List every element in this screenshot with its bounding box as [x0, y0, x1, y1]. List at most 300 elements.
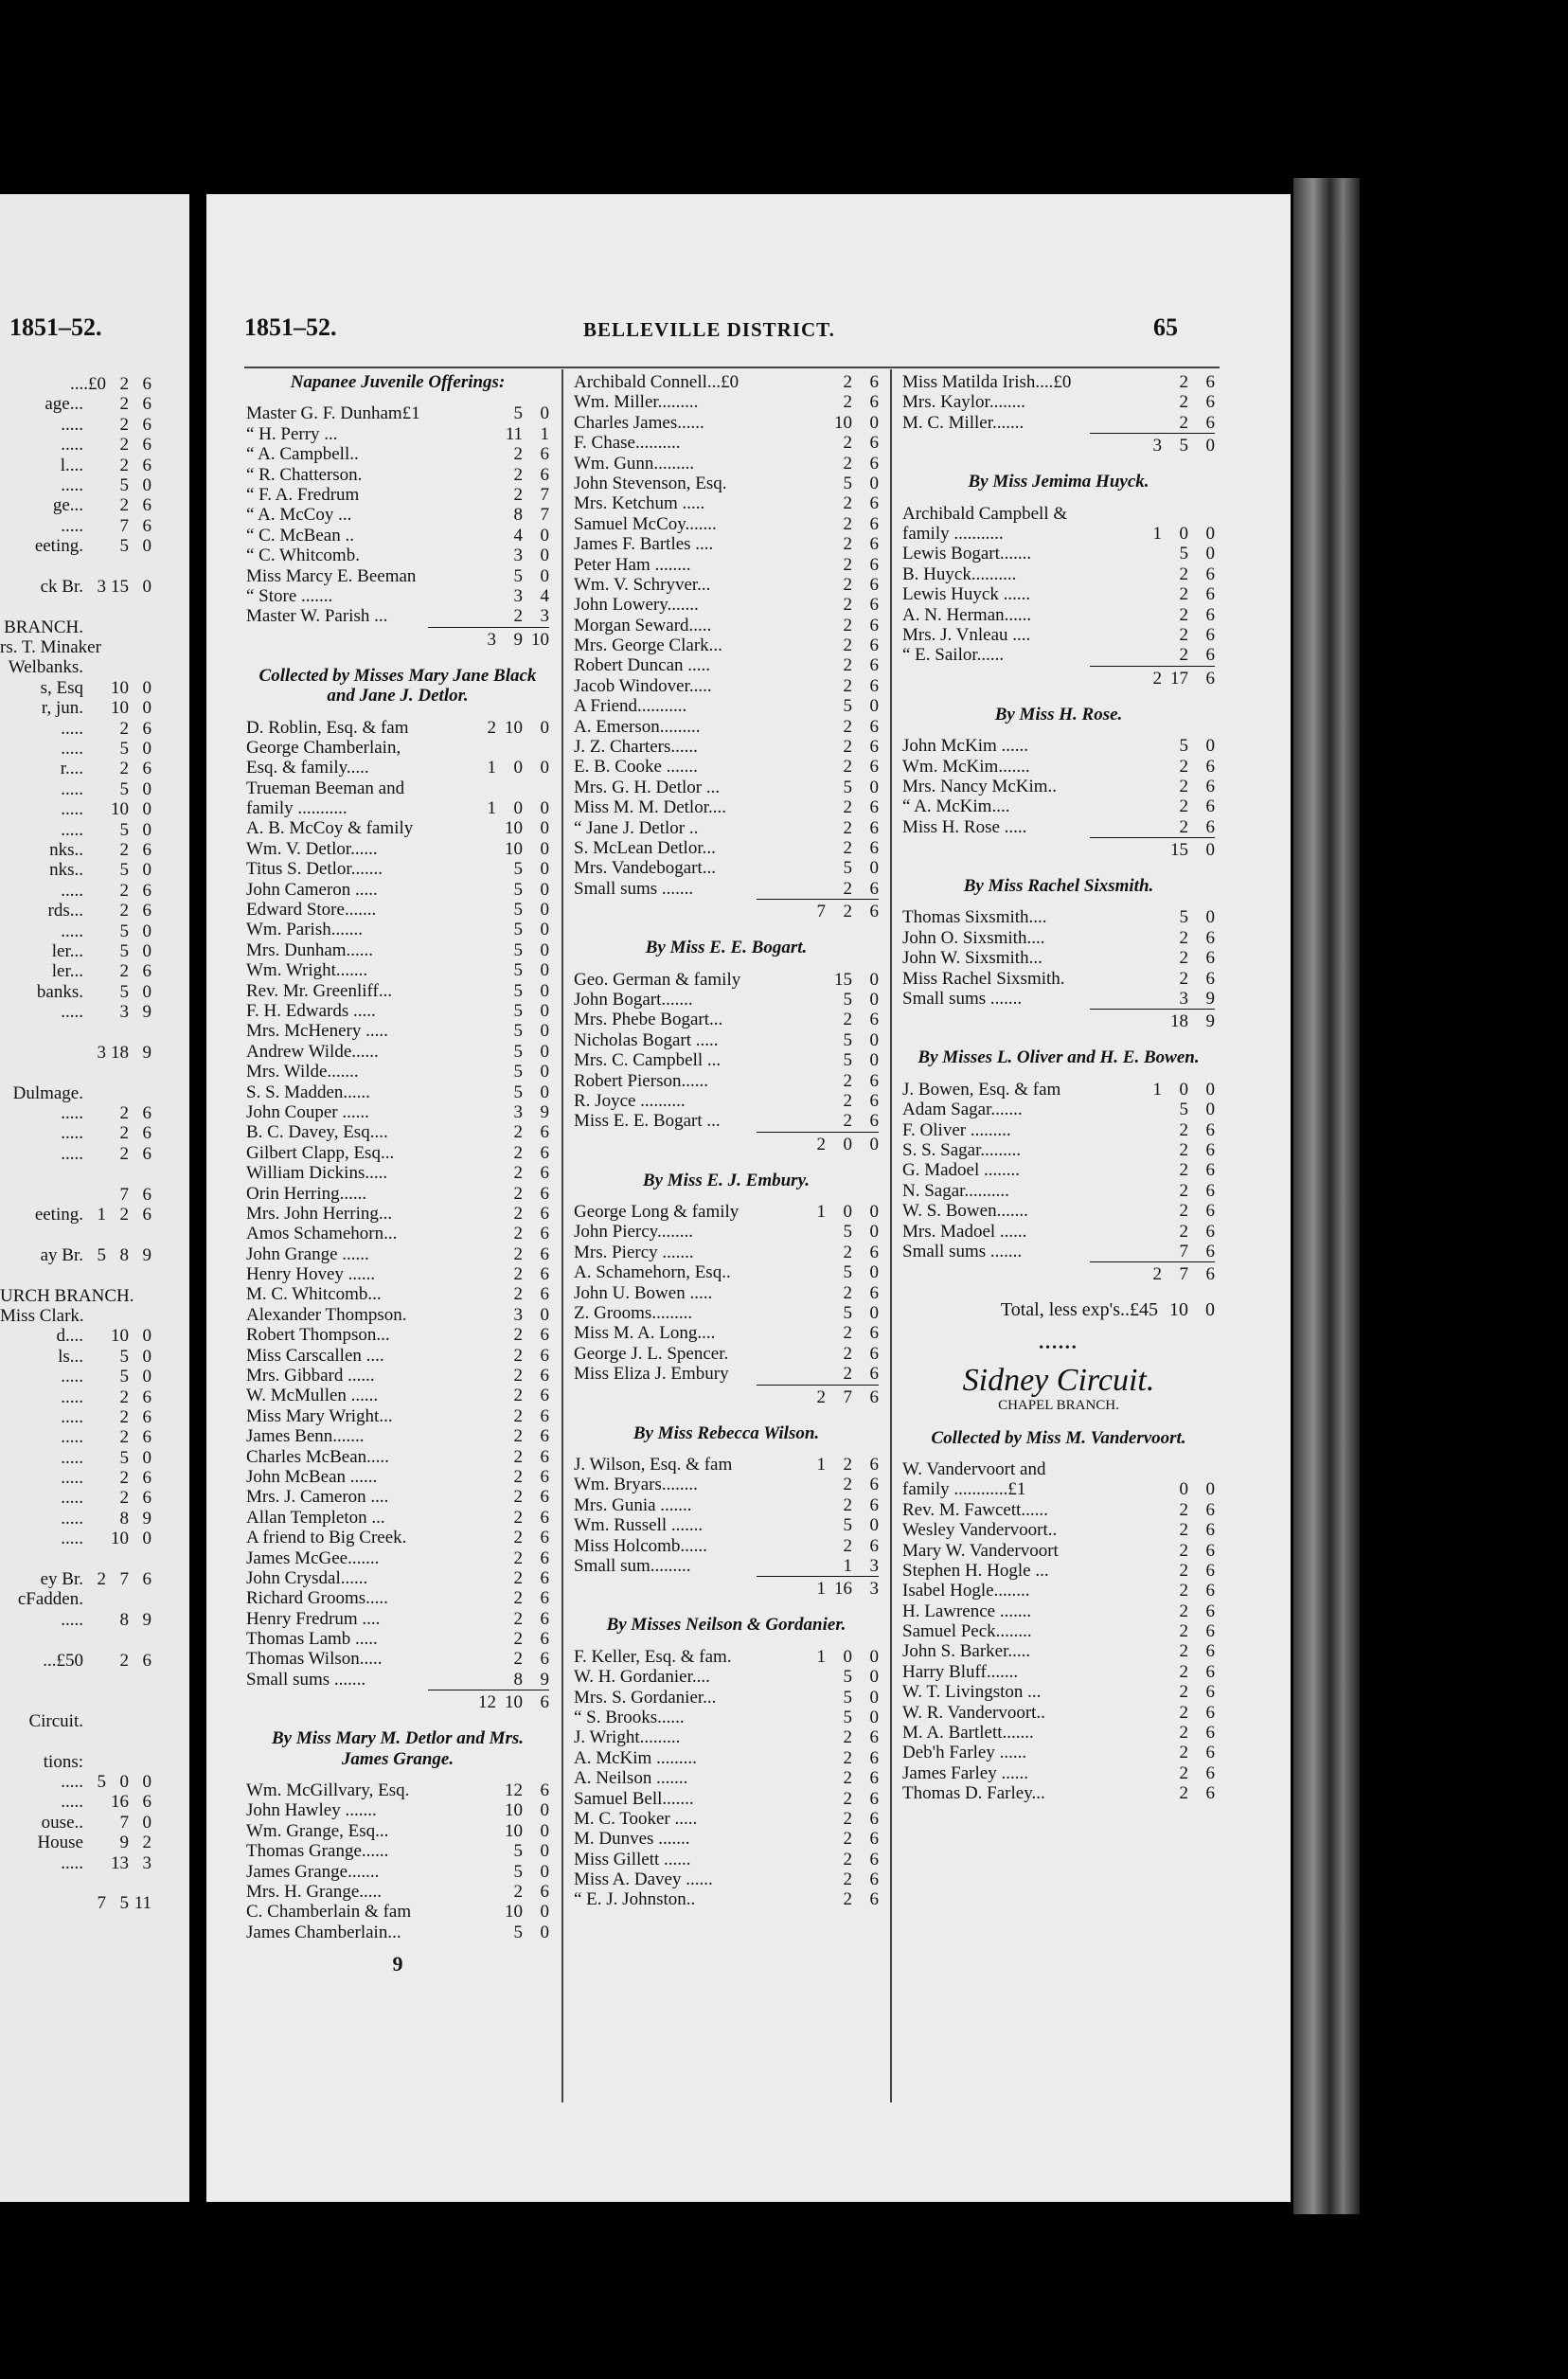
entry-pounds	[470, 940, 496, 960]
left-entry-value	[83, 1326, 106, 1346]
entry-row	[574, 1222, 879, 1242]
entry-pence: 6	[869, 372, 879, 392]
entry-name: John O. Sixsmith....	[902, 927, 1045, 948]
entry-pence: 0	[540, 1800, 549, 1821]
entry-row	[574, 1688, 879, 1708]
entry-shillings: 5	[843, 1029, 852, 1050]
running-head-year: 1851–52.	[244, 313, 337, 341]
entry-pounds	[470, 1406, 496, 1426]
entry-row	[574, 1262, 879, 1282]
entry-row	[574, 635, 879, 655]
entry-pounds	[1135, 645, 1162, 665]
entry-pence: 6	[540, 1608, 549, 1629]
entry-pence: 6	[1205, 1499, 1215, 1520]
entry-pence: 6	[869, 1364, 879, 1385]
entry-pounds	[470, 1346, 496, 1366]
total-value: 6	[1205, 668, 1215, 689]
section-heading: By Miss Mary M. Detlor and Mrs. James Grange.	[271, 1728, 525, 1769]
entry-row	[902, 1160, 1215, 1180]
entry-row	[246, 738, 549, 758]
entry-shillings: 2	[843, 675, 852, 696]
entry-shillings: 2	[843, 1747, 852, 1768]
entry-name: family ...........	[902, 523, 1004, 544]
entry-shillings: 2	[843, 737, 852, 758]
entry-pence: 0	[869, 1303, 879, 1324]
left-entry-value	[83, 1367, 106, 1386]
entry-pounds	[1135, 1520, 1162, 1540]
left-entry-value: 2	[119, 1386, 129, 1407]
left-entry-value	[83, 1529, 106, 1548]
entry-shillings: 2	[843, 1494, 852, 1515]
entry-name: C. Chamberlain & fam	[246, 1902, 412, 1923]
entry-row	[246, 1609, 549, 1629]
left-entry-row	[0, 1123, 151, 1143]
header-rule	[244, 367, 1220, 368]
entry-pence: 6	[869, 817, 879, 838]
entry-row	[902, 1723, 1215, 1743]
entry-pence: 6	[1205, 1762, 1215, 1783]
entry-pence: 6	[869, 1788, 879, 1809]
entry-row	[574, 1647, 879, 1667]
column-3	[902, 372, 1215, 1804]
section-rows	[246, 403, 549, 626]
entry-name: “ S. Brooks......	[574, 1707, 685, 1727]
entry-name: James Farley ......	[902, 1762, 1028, 1783]
entry-row	[574, 1809, 879, 1829]
entry-name: Mrs. Madoel ......	[902, 1221, 1027, 1242]
entry-row	[246, 718, 549, 738]
entry-name: Mrs. Nancy McKim..	[902, 776, 1058, 796]
entry-shillings: 2	[843, 655, 852, 676]
total-value: 5	[1179, 436, 1188, 456]
left-entry-value	[83, 1651, 106, 1671]
left-entry-value: 5	[119, 474, 129, 495]
entry-pounds	[470, 1122, 496, 1142]
entry-pence: 6	[869, 1869, 879, 1890]
left-entry-row	[0, 495, 151, 515]
entry-name: Mrs. G. H. Detlor ...	[574, 777, 721, 797]
entry-row	[574, 737, 879, 757]
entry-shillings: 3	[513, 1101, 523, 1122]
left-entry-value: 5	[119, 819, 129, 840]
entry-row	[574, 1889, 879, 1909]
entry-pence: 6	[869, 1889, 879, 1910]
entry-pounds	[470, 960, 496, 980]
left-entry-row	[0, 1083, 151, 1103]
left-entry-name: ler...	[51, 940, 83, 961]
entry-row	[246, 798, 549, 818]
left-entry-value: 0	[142, 860, 151, 881]
entry-name: George Long & family	[574, 1202, 739, 1223]
left-entry-value: 3	[97, 1042, 106, 1063]
total-value: 3	[869, 1579, 879, 1600]
entry-shillings: 2	[1179, 948, 1188, 969]
entry-row	[574, 1111, 879, 1131]
total-value: 2	[816, 1386, 826, 1407]
left-entry-name: .....	[61, 1792, 83, 1813]
entry-name: Amos Schamehorn...	[246, 1224, 398, 1244]
entry-row	[902, 1703, 1215, 1723]
entry-pence: 0	[540, 900, 549, 921]
left-entry-row	[0, 1671, 151, 1690]
entry-row	[246, 981, 549, 1001]
entry-shillings: 2	[1179, 1641, 1188, 1662]
entry-shillings: 2	[843, 1808, 852, 1829]
branch-heading: CHAPEL BRANCH.	[998, 1398, 1119, 1414]
entry-row	[902, 645, 1215, 665]
entry-pence: 6	[869, 1010, 879, 1030]
left-entry-name: eeting.	[34, 536, 83, 557]
entry-pounds	[1135, 1242, 1162, 1261]
entry-shillings: 2	[513, 1122, 523, 1143]
book-binding	[1293, 178, 1360, 2214]
entry-name: George Chamberlain,	[246, 737, 401, 758]
entry-row	[246, 960, 549, 980]
entry-pounds	[799, 1768, 826, 1788]
entry-shillings: 2	[1179, 1160, 1188, 1181]
left-entry-name: s, Esq	[40, 677, 83, 698]
left-entry-value	[83, 779, 106, 799]
entry-name: Wm. Grange, Esq...	[246, 1820, 389, 1841]
entry-row	[246, 1082, 549, 1102]
entry-shillings: 5	[1179, 544, 1188, 564]
entry-pounds	[470, 1305, 496, 1325]
entry-shillings: 2	[843, 1727, 852, 1748]
left-entry-row	[0, 1407, 151, 1427]
left-entry-value	[83, 961, 106, 981]
left-entry-row	[0, 435, 151, 455]
left-entry-value	[106, 1630, 129, 1650]
left-entry-value: 6	[142, 1650, 151, 1671]
entry-name: W. R. Vandervoort..	[902, 1702, 1045, 1723]
left-entry-value	[83, 516, 106, 536]
entry-name: Deb'h Farley ......	[902, 1743, 1027, 1763]
left-entry-value	[83, 1509, 106, 1529]
entry-shillings: 2	[1179, 1180, 1188, 1201]
left-entry-row	[0, 860, 151, 880]
left-entry-value	[129, 1164, 151, 1184]
left-entry-value: 5	[97, 1244, 106, 1265]
left-entry-value	[106, 1690, 129, 1710]
entry-shillings: 5	[513, 1021, 523, 1042]
entry-shillings: 5	[513, 859, 523, 880]
entry-shillings: 5	[843, 1515, 852, 1536]
entry-shillings: 5	[843, 989, 852, 1010]
total-value: 0	[1205, 436, 1215, 456]
entry-row	[246, 1780, 549, 1800]
entry-shillings: 2	[513, 1345, 523, 1366]
entry-pounds	[799, 1475, 826, 1494]
entry-name: Mrs. Wilde.......	[246, 1062, 359, 1082]
entry-row	[246, 505, 549, 525]
entry-shillings	[496, 738, 523, 758]
left-entry-value	[83, 1589, 106, 1609]
left-entry-value: 0	[142, 739, 151, 760]
left-entry-value: 2	[119, 1488, 129, 1509]
left-entry-name: nks..	[49, 860, 83, 881]
entry-row	[902, 1763, 1215, 1783]
entry-pounds	[470, 818, 496, 838]
left-entry-value	[83, 415, 106, 435]
entry-shillings: 2	[513, 464, 523, 485]
entry-shillings: 2	[513, 1203, 523, 1224]
left-entry-value	[83, 1833, 106, 1852]
entry-row	[246, 1001, 549, 1021]
entry-name: Miss Holcomb......	[574, 1535, 707, 1556]
entry-name: J. Bowen, Esq. & fam	[902, 1079, 1061, 1100]
entry-pounds	[470, 859, 496, 879]
entry-name: James F. Bartles ....	[574, 534, 714, 555]
left-entry-name: ge...	[52, 495, 83, 516]
left-entry-value	[83, 982, 106, 1002]
entry-shillings: 2	[843, 1111, 852, 1132]
entry-name: Orin Herring......	[246, 1183, 367, 1204]
entry-row	[246, 1102, 549, 1122]
entry-row	[246, 1325, 549, 1345]
entry-row	[246, 1264, 549, 1284]
entry-row	[246, 1862, 549, 1882]
section-total	[1090, 837, 1215, 865]
entry-shillings: 2	[843, 1455, 852, 1476]
left-page-year: 1851–52.	[9, 313, 102, 341]
left-entry-row	[0, 840, 151, 860]
left-entry-value	[83, 1792, 106, 1812]
entry-shillings: 2	[843, 878, 852, 899]
entry-row	[902, 1201, 1215, 1221]
left-entry-value	[83, 1225, 106, 1244]
entry-pounds	[799, 1889, 826, 1909]
entry-name: Thomas Wilson.....	[246, 1649, 383, 1670]
entry-name: Mrs. Piercy .......	[574, 1242, 694, 1262]
left-entry-name	[0, 1731, 83, 1751]
entry-pence: 0	[540, 1304, 549, 1325]
entry-shillings: 2	[843, 1829, 852, 1850]
left-entry-name: .....	[61, 1143, 83, 1164]
entry-row	[246, 1426, 549, 1446]
left-entry-value: 5	[119, 860, 129, 881]
left-entry-value: 6	[142, 1123, 151, 1144]
entry-name: John Hawley .......	[246, 1800, 377, 1821]
section-rows	[574, 1647, 879, 1910]
entry-name: Wm. V. Detlor......	[246, 838, 378, 859]
left-entry-value: 10	[111, 698, 129, 719]
entry-pence: 0	[869, 1707, 879, 1727]
left-entry-value	[134, 637, 151, 657]
entry-row	[574, 1850, 879, 1869]
left-entry-value: 6	[142, 839, 151, 860]
entry-row	[902, 1662, 1215, 1682]
entry-name: Robert Duncan .....	[574, 655, 711, 676]
left-entry-row	[0, 1448, 151, 1468]
entry-row	[246, 586, 549, 606]
entry-pence: 0	[1205, 523, 1215, 544]
entry-pounds	[799, 1344, 826, 1364]
left-entry-row	[0, 739, 151, 759]
left-entry-name	[0, 1873, 83, 1893]
entry-name: W. S. Bowen.......	[902, 1201, 1028, 1222]
entry-pence: 0	[540, 798, 549, 819]
page-65	[206, 194, 1291, 2202]
entry-pounds	[470, 1426, 496, 1446]
left-entry-name: .....	[61, 718, 83, 739]
entry-pounds	[470, 920, 496, 939]
entry-row	[574, 1869, 879, 1889]
entry-name: Miss Carscallen ....	[246, 1345, 384, 1366]
entry-name: Adam Sagar.......	[902, 1100, 1023, 1120]
entry-name: W. Vandervoort and	[902, 1458, 1046, 1479]
grand-total-label: Total, less exp's..£45	[1000, 1299, 1158, 1321]
entry-pence: 6	[869, 595, 879, 616]
section-rows	[902, 1080, 1215, 1262]
entry-row	[246, 839, 549, 859]
left-entry-row	[0, 657, 151, 677]
left-entry-value: 5	[119, 1346, 129, 1367]
entry-pounds	[799, 1364, 826, 1384]
left-entry-value: 6	[142, 1792, 151, 1813]
entry-shillings: 2	[843, 1849, 852, 1869]
section-total	[1090, 1009, 1215, 1036]
left-entry-value	[83, 597, 106, 617]
entry-name: Nicholas Bogart .....	[574, 1029, 719, 1050]
entry-pence: 6	[1205, 1140, 1215, 1160]
left-entry-name: .....	[61, 1123, 83, 1144]
entry-name: “ A. McKim....	[902, 796, 1010, 817]
entry-pounds	[1135, 1120, 1162, 1140]
entry-row	[246, 1386, 549, 1405]
section-heading: Collected by Miss M. Vandervoort.	[931, 1427, 1186, 1448]
left-entry-row	[0, 1731, 151, 1751]
entry-pence: 6	[869, 1455, 879, 1476]
left-entry-row	[0, 719, 151, 739]
entry-shillings: 11	[505, 423, 523, 444]
left-entry-value: 0	[142, 576, 151, 597]
entry-shillings: 2	[843, 1010, 852, 1030]
left-entry-value	[83, 1468, 106, 1488]
entry-row	[574, 514, 879, 534]
left-page-fragment	[0, 194, 189, 2202]
entry-row	[246, 1366, 549, 1386]
left-entry-name: URCH BRANCH.	[0, 1285, 134, 1306]
entry-shillings: 2	[513, 1325, 523, 1346]
left-entry-value	[83, 495, 106, 515]
entry-shillings: 2	[843, 554, 852, 575]
left-entry-row	[0, 577, 151, 597]
entry-pence: 6	[1205, 1201, 1215, 1222]
entry-shillings: 0	[1179, 523, 1188, 544]
entry-pounds	[799, 1243, 826, 1262]
entry-shillings: 5	[513, 960, 523, 981]
entry-shillings: 10	[505, 1902, 523, 1923]
entry-name: Mrs. Gunia .......	[574, 1494, 692, 1515]
left-entry-name: .....	[61, 739, 83, 760]
left-entry-value: 6	[142, 1488, 151, 1509]
entry-name: Wm. Bryars........	[574, 1475, 698, 1495]
left-entry-name: Circuit.	[28, 1710, 83, 1731]
total-value: 0	[1205, 840, 1215, 861]
entry-row	[902, 736, 1215, 756]
entry-shillings: 2	[513, 1284, 523, 1305]
total-value: 12	[478, 1692, 496, 1713]
entry-pounds	[799, 1667, 826, 1687]
entry-name: Trueman Beeman and	[246, 778, 405, 798]
entry-name: Wm. Russell .......	[574, 1515, 704, 1536]
entry-row	[246, 1204, 549, 1224]
entry-name: F. Oliver .........	[902, 1119, 1011, 1140]
entry-row	[246, 1800, 549, 1820]
entry-name: Robert Pierson......	[574, 1070, 708, 1091]
entry-pounds	[799, 1323, 826, 1343]
left-entry-row	[0, 1630, 151, 1650]
entry-row	[902, 1581, 1215, 1601]
entry-name: John Piercy........	[574, 1222, 693, 1243]
left-entry-name	[0, 1043, 83, 1063]
entry-name: Small sum.........	[574, 1555, 691, 1576]
left-entry-value	[106, 1671, 129, 1690]
entry-row	[246, 546, 549, 565]
left-entry-name: .....	[61, 778, 83, 799]
entry-pounds	[470, 1325, 496, 1345]
left-entry-value: 10	[111, 1326, 129, 1347]
entry-shillings: 5	[513, 565, 523, 586]
entry-row	[902, 1743, 1215, 1762]
left-entry-name: l....	[60, 455, 83, 475]
entry-shillings: 10	[505, 1800, 523, 1821]
entry-pence: 0	[540, 1021, 549, 1042]
section-rows	[902, 504, 1215, 666]
left-entry-value	[83, 1671, 106, 1690]
entry-name: John S. Barker.....	[902, 1641, 1031, 1662]
section-total	[1090, 433, 1215, 460]
entry-pence: 6	[1205, 1241, 1215, 1261]
entry-shillings: 2	[843, 1535, 852, 1556]
entry-shillings: 2	[1179, 1540, 1188, 1561]
left-entry-row	[0, 881, 151, 901]
entry-pence: 6	[869, 615, 879, 635]
total-value: 9	[1205, 1011, 1215, 1032]
entry-pence: 6	[1205, 1581, 1215, 1601]
left-entry-name: Miss Clark.	[0, 1305, 84, 1326]
left-entry-name: .....	[61, 1508, 83, 1529]
entry-pence: 6	[540, 1629, 549, 1650]
left-entry-row	[0, 1711, 151, 1731]
entry-row	[902, 1520, 1215, 1540]
entry-pounds	[1135, 1581, 1162, 1601]
left-entry-value	[106, 1083, 129, 1103]
left-entry-value	[83, 1023, 106, 1043]
entry-shillings: 2	[843, 1070, 852, 1091]
left-entry-name: .....	[61, 921, 83, 941]
left-entry-value	[83, 1752, 106, 1772]
entry-pence: 0	[540, 565, 549, 586]
total-value: 6	[1205, 1264, 1215, 1285]
entry-pence: 6	[540, 1264, 549, 1285]
entry-name: John McBean ......	[246, 1466, 378, 1487]
entry-row	[574, 655, 879, 675]
entry-pounds	[470, 1508, 496, 1528]
left-entry-name: ls...	[58, 1346, 83, 1367]
entry-row	[574, 534, 879, 554]
entry-shillings: 10	[505, 818, 523, 839]
total-value: 9	[513, 629, 523, 650]
entry-pence: 6	[540, 1284, 549, 1305]
entry-shillings: 10	[834, 412, 852, 433]
entry-pence: 0	[869, 696, 879, 717]
entry-pence: 1	[540, 423, 549, 444]
entry-shillings: 2	[843, 1242, 852, 1262]
entry-pence: 6	[869, 513, 879, 534]
entry-pence: 0	[540, 1861, 549, 1882]
entry-row	[246, 1588, 549, 1608]
